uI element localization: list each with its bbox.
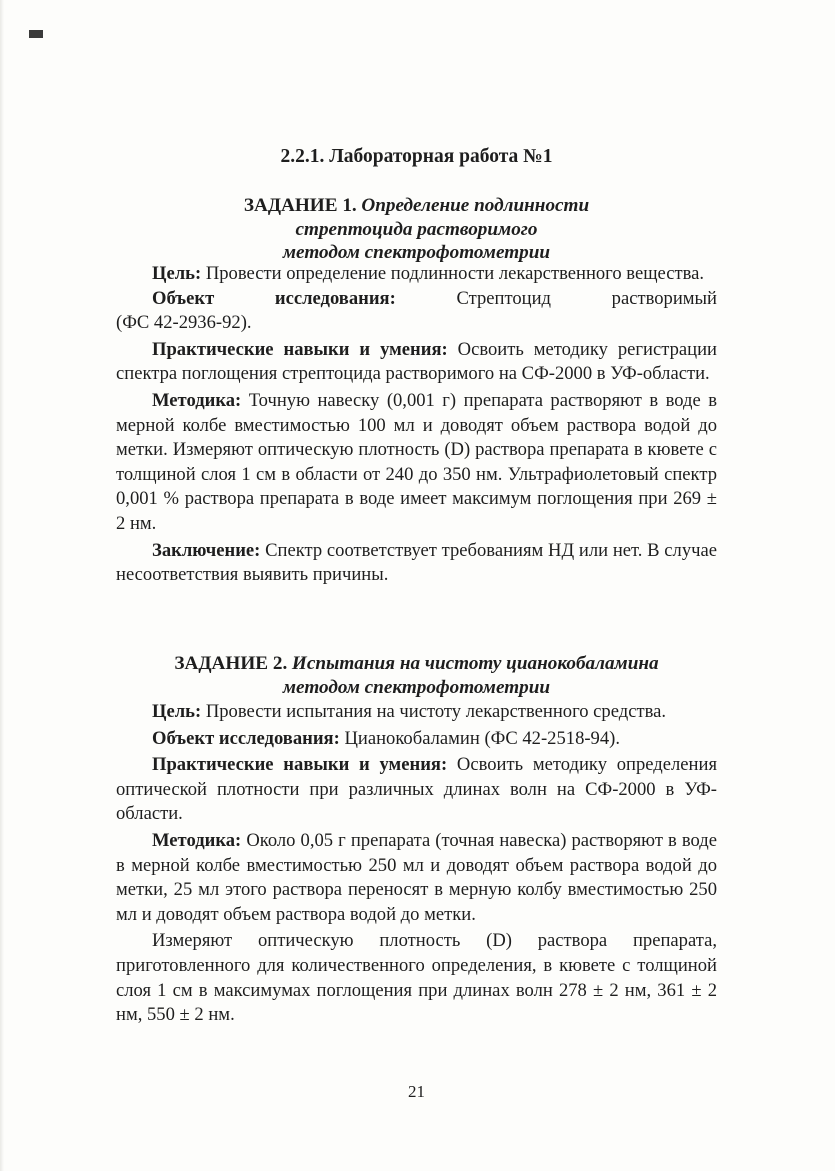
task1-skills-text: Освоить методику регистрации спектра поглощения стрептоцида растворимого на СФ-2000 в УФ-области. <box>116 338 717 385</box>
lab-work-title: 2.2.1. Лабораторная работа №1 <box>280 146 553 167</box>
task1-skills-label: Практические навыки и умения: <box>152 338 448 360</box>
task1-goal-label: Цель: <box>152 263 202 284</box>
scan-artifact-mark <box>29 30 43 38</box>
task2-method <box>116 829 717 927</box>
task2-skills-label: Практические навыки и умения: <box>152 754 448 776</box>
task1-conclusion-text: Спектр соответствует требованиям НД или нет. В случае несоответствия выявить причины. <box>116 539 717 586</box>
task1-heading-label: ЗАДАНИЕ 1. <box>243 195 357 216</box>
task1-object-text-2: растворимый <box>611 287 717 309</box>
task2-heading-line2: методом спектрофотометрии <box>282 676 551 698</box>
task1-heading-line1 <box>116 194 717 218</box>
task2-object-label: Объект исследования: <box>152 727 340 749</box>
task1-object-text-1: Стрептоцид <box>456 287 552 309</box>
task1-method <box>116 389 717 537</box>
task1-body <box>116 262 717 588</box>
task2-skills <box>116 753 717 827</box>
task1-heading-title: Определение подлинности <box>361 195 590 216</box>
task2-goal <box>116 700 717 725</box>
task1-heading <box>116 194 717 265</box>
task2-method-text: Около 0,05 г препарата (точная навеска) растворяют в воде в мерной колбе вместимостью 250 мл и доводят объем раствора водой до метки, 25 мл этого раствора переносят в мерную колбу вместимостью 250 мл и доводят объем раствора водой до метки. <box>116 829 718 925</box>
task1-method-text: Точную навеску (0,001 г) препарата растворяют в воде в мерной колбе вместимостью 100 мл и доводят объем раствора водой до метки. Измеряют оптическую плотность (D) раствора препарата в кювете с толщиной слоя 1 см в области от 240 до 350 нм. Ультрафиолетовый спектр 0,001 % раствора препарата в воде имеет максимум поглощения при 269 ± 2 нм. <box>116 389 717 534</box>
task2-heading-title: Испытания на чистоту цианокобаламина <box>291 653 659 674</box>
task1-method-label: Методика: <box>152 389 242 411</box>
page-number: 21 <box>408 1082 425 1101</box>
task1-object-code: (ФС 42-2936-92). <box>116 312 252 334</box>
task2-body <box>116 700 717 1028</box>
task2-goal-label: Цель: <box>152 701 202 722</box>
task1-conclusion-label: Заключение: <box>152 539 261 561</box>
task1-goal-text: Провести определение подлинности лекарственного вещества. <box>205 263 705 284</box>
task2-heading <box>116 652 717 699</box>
task2-heading-label: ЗАДАНИЕ 2. <box>174 653 288 674</box>
task1-heading-line2: стрептоцида растворимого <box>295 218 538 240</box>
task1-object-label-1: Объект <box>152 287 215 309</box>
task1-object-label-2: исследования: <box>274 287 396 309</box>
task2-method-label: Методика: <box>152 829 242 851</box>
task2-goal-text: Провести испытания на чистоту лекарственного средства. <box>205 701 667 722</box>
task1-skills <box>116 338 717 387</box>
task1-goal <box>116 262 717 287</box>
task2-object <box>116 727 717 752</box>
task2-heading-line1 <box>116 652 717 676</box>
task2-measure: Измеряют оптическую плотность (D) раствора препарата, приготовленного для количественного определения, в кювете с толщиной слоя 1 см в максимумах поглощения при длинах волн 278 ± 2 нм, 361 ± 2 нм, 550 ± 2 нм. <box>116 930 717 1026</box>
scan-edge-shadow <box>0 0 4 1171</box>
task1-conclusion <box>116 539 717 588</box>
task1-heading-line3: методом спектрофотометрии <box>282 242 551 263</box>
task1-object <box>116 287 717 312</box>
task2-skills-text: Освоить методику определения оптической плотности при различных длинах волн на СФ-2000 в УФ-области. <box>116 754 717 825</box>
task2-object-text: Цианокобаламин (ФС 42-2518-94). <box>344 727 620 749</box>
